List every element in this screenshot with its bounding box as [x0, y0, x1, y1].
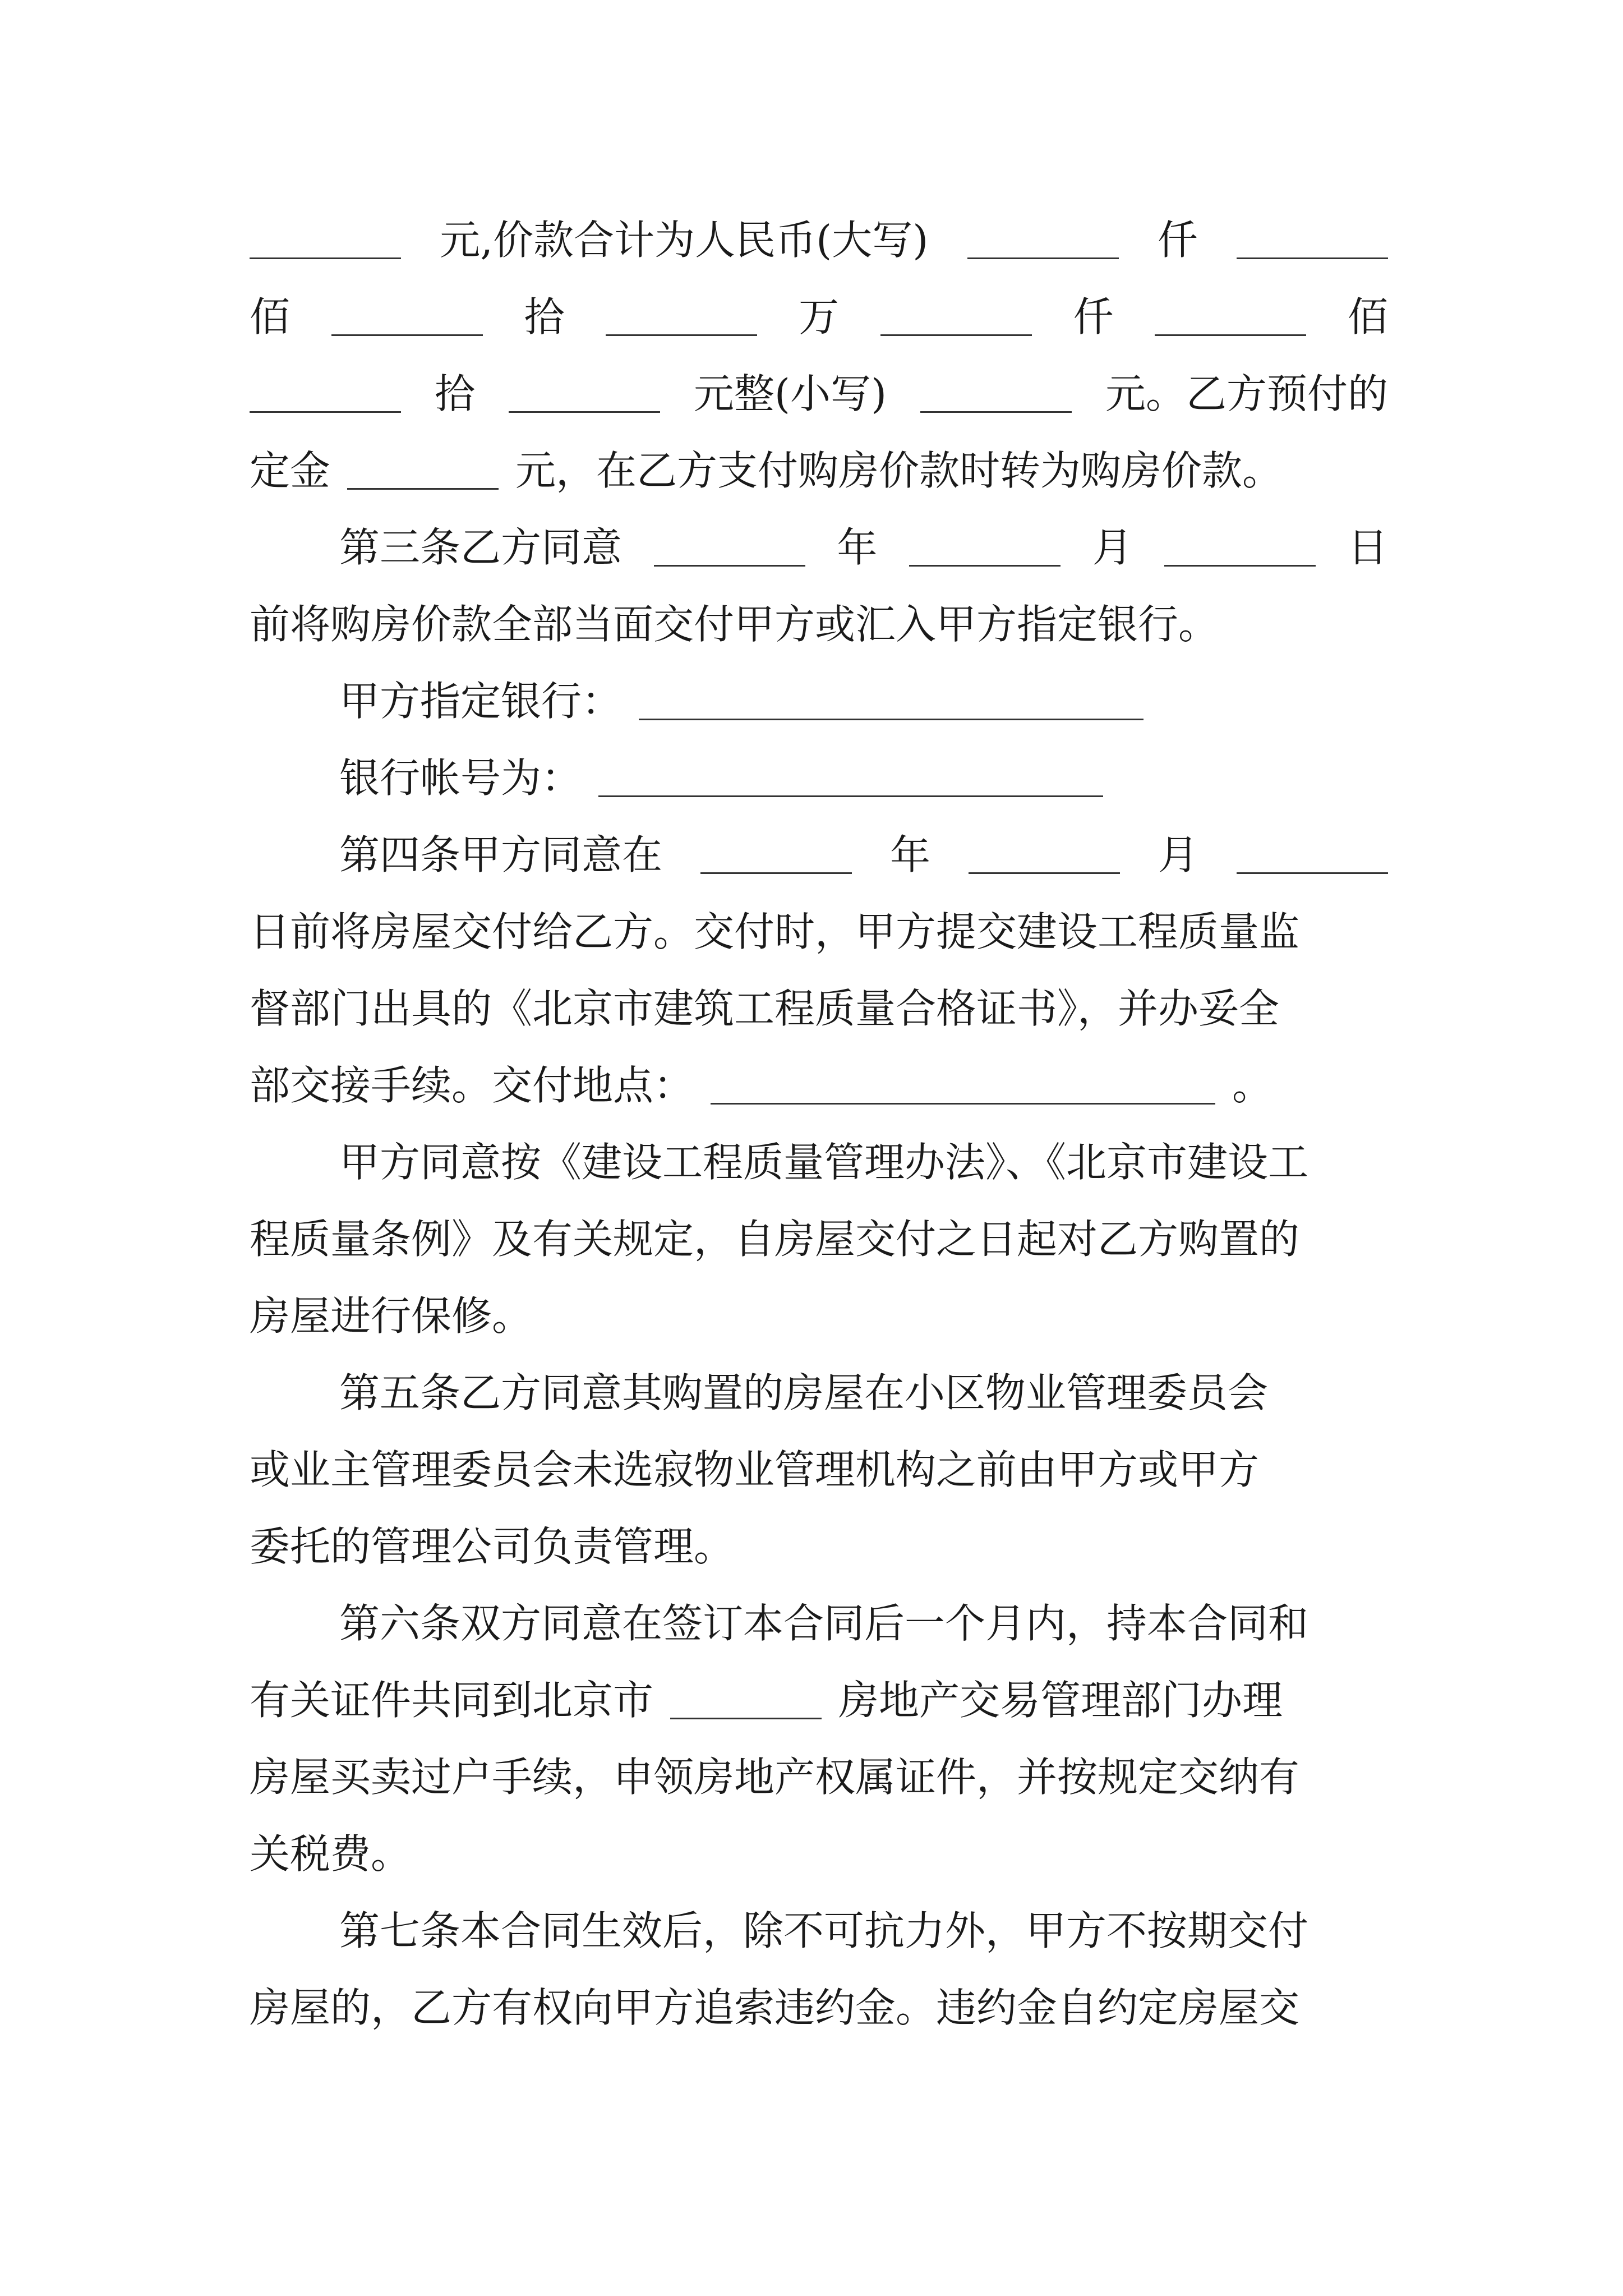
text-segment: 房屋进行保修。 — [250, 1292, 533, 1340]
text-segment: 月 — [1092, 524, 1133, 571]
text-line — [250, 1662, 1388, 1739]
text-segment: 关税费。 — [250, 1830, 412, 1878]
text-line — [250, 1585, 1388, 1662]
blank-field[interactable] — [969, 836, 1120, 875]
blank-field[interactable] — [598, 760, 1103, 798]
text-segment: 佰 — [1347, 293, 1388, 341]
text-segment: 拾 — [434, 370, 475, 417]
text-segment: 甲方同意按《建设工程质量管理办法》、《北京市建设工 — [339, 1139, 1309, 1186]
text-segment: 仟 — [1073, 293, 1114, 341]
text-segment: 第四条甲方同意在 — [339, 831, 663, 878]
blank-field[interactable] — [1237, 222, 1388, 260]
text-segment: 日前将房屋交付给乙方。交付时，甲方提交建设工程质量监 — [250, 908, 1300, 955]
text-line — [250, 356, 1388, 432]
text-segment: 仟 — [1157, 217, 1198, 264]
text-segment: 月 — [1158, 831, 1198, 878]
text-segment: 元,价款合计为人民币(大写) — [440, 217, 929, 264]
text-segment: 督部门出具的《北京市建筑工程质量合格证书》，并办妥全 — [250, 985, 1280, 1032]
text-line — [250, 202, 1388, 279]
blank-field[interactable] — [606, 298, 757, 337]
text-line — [250, 1047, 1388, 1124]
text-line — [250, 970, 1388, 1047]
blank-field[interactable] — [250, 375, 401, 413]
text-line — [250, 663, 1388, 740]
text-segment: 拾 — [524, 293, 565, 341]
blank-field[interactable] — [1237, 836, 1388, 875]
blank-field[interactable] — [700, 836, 852, 875]
text-segment: 第五条乙方同意其购置的房屋在小区物业管理委员会 — [339, 1369, 1269, 1416]
text-segment: 年 — [837, 524, 878, 571]
text-segment: 或业主管理委员会未选寂物业管理机构之前由甲方或甲方 — [250, 1446, 1260, 1493]
text-segment: 定金 — [250, 447, 331, 494]
text-line — [250, 894, 1388, 970]
blank-field[interactable] — [920, 375, 1072, 413]
text-segment: 前将购房价款全部当面交付甲方或汇入甲方指定银行。 — [250, 601, 1219, 648]
blank-field[interactable] — [509, 375, 660, 413]
text-segment: 日 — [1347, 524, 1388, 571]
text-segment: 第七条本合同生效后，除不可抗力外，甲方不按期交付 — [339, 1907, 1309, 1954]
text-segment: 万 — [798, 293, 839, 341]
text-line — [250, 1432, 1388, 1508]
text-segment: 第三条乙方同意 — [339, 524, 623, 571]
text-line — [250, 740, 1388, 817]
blank-field[interactable] — [250, 222, 401, 260]
text-segment: 元整(小写) — [693, 370, 887, 417]
text-segment: 元。乙方预付的 — [1105, 370, 1388, 417]
blank-field[interactable] — [880, 298, 1032, 337]
text-segment: 佰 — [250, 293, 291, 341]
text-segment: 甲方指定银行： — [339, 678, 623, 725]
text-segment: 银行帐号为： — [339, 754, 582, 802]
blank-field[interactable] — [967, 222, 1119, 260]
text-line — [250, 509, 1388, 586]
text-line — [250, 1124, 1388, 1201]
blank-field[interactable] — [347, 452, 499, 490]
text-segment: 部交接手续。交付地点： — [250, 1062, 694, 1109]
text-segment: 有关证件共同到北京市 — [250, 1677, 654, 1724]
blank-field[interactable] — [670, 1682, 822, 1720]
blank-field[interactable] — [331, 298, 483, 337]
text-line — [250, 279, 1388, 356]
text-line — [250, 1508, 1388, 1585]
blank-field[interactable] — [654, 529, 805, 567]
text-segment: 房地产交易管理部门办理 — [838, 1677, 1283, 1724]
blank-field[interactable] — [1155, 298, 1306, 337]
text-line — [250, 817, 1388, 894]
text-segment: 第六条双方同意在签订本合同后一个月内，持本合同和 — [339, 1600, 1309, 1647]
text-line — [250, 1893, 1388, 1970]
contract-page-body — [250, 202, 1388, 2046]
text-segment: 年 — [889, 831, 930, 878]
text-line — [250, 1816, 1388, 1893]
text-line — [250, 1278, 1388, 1355]
text-line — [250, 1970, 1388, 2046]
text-segment: 委托的管理公司负责管理。 — [250, 1523, 735, 1570]
text-line — [250, 1739, 1388, 1816]
text-segment: 。 — [1232, 1062, 1273, 1109]
text-line — [250, 586, 1388, 663]
text-segment: 元，在乙方支付购房价款时转为购房价款。 — [515, 447, 1283, 494]
blank-field[interactable] — [639, 683, 1144, 721]
blank-field[interactable] — [909, 529, 1061, 567]
text-segment: 房屋买卖过户手续，申领房地产权属证件，并按规定交纳有 — [250, 1754, 1300, 1801]
blank-field[interactable] — [711, 1067, 1215, 1105]
text-segment: 程质量条例》及有关规定，自房屋交付之日起对乙方购置的 — [250, 1216, 1300, 1263]
text-line — [250, 1201, 1388, 1278]
text-line — [250, 432, 1388, 509]
text-segment: 房屋的，乙方有权向甲方追索违约金。违约金自约定房屋交 — [250, 1984, 1300, 2031]
blank-field[interactable] — [1164, 529, 1316, 567]
text-line — [250, 1355, 1388, 1432]
